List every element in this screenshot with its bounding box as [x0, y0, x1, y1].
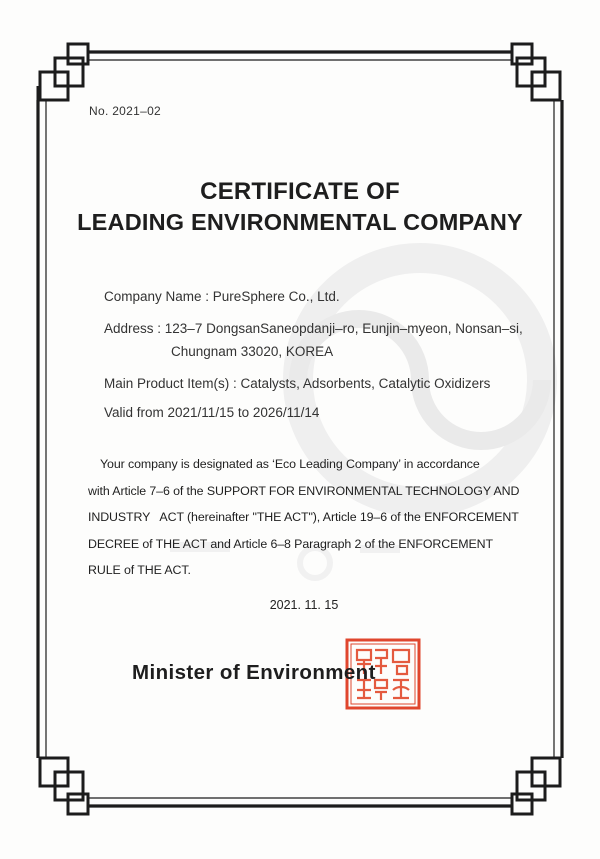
certificate-number: No. 2021–02 [89, 104, 162, 118]
corner-knot-bottom-right [512, 758, 560, 814]
product-value: Catalysts, Adsorbents, Catalytic Oxidizers [240, 376, 491, 391]
statement-line: Your company is designated as ‘Eco Leading Company’ in accordance [100, 457, 480, 471]
designation-statement [88, 451, 528, 584]
product-row [104, 376, 490, 391]
statement-line: RULE of THE ACT. [88, 563, 191, 577]
address-line2: Chungnam 33020, KOREA [171, 344, 334, 359]
product-label: Main Product Item(s) : [104, 376, 241, 391]
issuing-authority: Minister of Environment [132, 661, 376, 684]
statement-line: with Article 7–6 of the SUPPORT FOR ENVIRONMENTAL TECHNOLOGY AND [88, 483, 520, 498]
corner-knot-top-right [512, 44, 560, 100]
address-row [104, 321, 523, 336]
statement-line: DECREE of THE ACT and Article 6–8 Paragraph 2 of the ENFORCEMENT [88, 536, 493, 551]
address-line1: 123–7 DongsanSaneopdanji–ro, Eunjin–myeon, Nonsan–si, [164, 321, 523, 336]
corner-knot-top-left [38, 44, 88, 100]
corner-knot-bottom-left [40, 758, 88, 814]
company-name-row [104, 289, 340, 304]
address-label: Address : [104, 321, 165, 336]
statement-line: INDUSTRY ACT (hereinafter "THE ACT"), Article 19–6 of the ENFORCEMENT [88, 510, 519, 524]
issue-date: 2021. 11. 15 [269, 598, 339, 612]
certificate-title-line2: LEADING ENVIRONMENTAL COMPANY [77, 209, 523, 235]
certificate-title-line1: CERTIFICATE OF [200, 178, 400, 205]
validity-period: Valid from 2021/11/15 to 2026/11/14 [104, 405, 320, 420]
company-name-label: Company Name : [104, 289, 213, 304]
company-name-value: PureSphere Co., Ltd. [212, 289, 340, 304]
